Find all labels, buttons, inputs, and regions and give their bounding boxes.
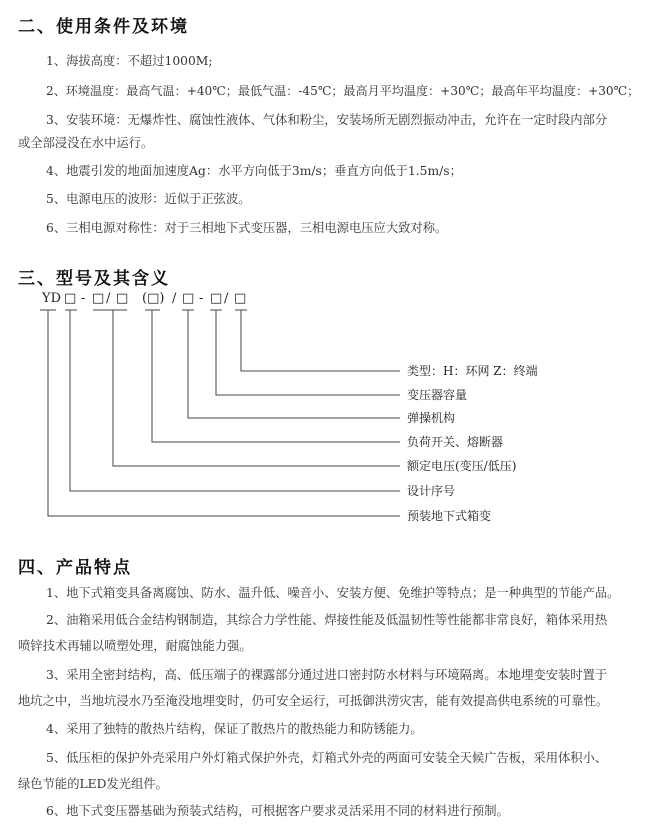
model-label-capacity: 变压器容量 xyxy=(407,388,468,402)
model-label-design-serial: 设计序号 xyxy=(407,484,456,498)
model-label-rated-voltage: 额定电压(变压/低压) xyxy=(407,459,517,473)
feature-item-5-cont: 绿色节能的LED发光组件。 xyxy=(18,777,168,791)
model-label-type: 类型：H：环网 Z：终端 xyxy=(407,364,538,378)
section-title-product-features: 四、产品特点 xyxy=(18,558,132,578)
feature-item-3: 3、采用全密封结构，高、低压端子的裸露部分通过进口密封防水材料与环境隔离。本地埋变安装时置于 xyxy=(46,668,608,682)
model-code-part: □ xyxy=(182,291,195,306)
model-code-part: - xyxy=(81,291,86,306)
model-label-mechanism: 弹操机构 xyxy=(407,411,456,425)
model-code-part: / xyxy=(224,291,229,306)
feature-item-1: 1、地下式箱变具备离腐蚀、防水、温升低、噪音小、安装方便、免维护等特点；是一种典型的节能产品。 xyxy=(46,586,620,600)
usage-item-waveform: 5、电源电压的波形：近似于正弦波。 xyxy=(46,192,251,206)
usage-item-symmetry: 6、三相电源对称性：对于三相地下式变压器，三相电源电压应大致对称。 xyxy=(46,221,448,235)
feature-item-3-cont: 地坑之中，当地坑浸水乃至淹没地埋变时，仍可安全运行，可抵御洪涝灾害，能有效提高供电系统的可靠性。 xyxy=(18,694,609,708)
feature-item-4: 4、采用了独特的散热片结构，保证了散热片的散热能力和防锈能力。 xyxy=(46,722,423,736)
model-label-switch-fuse: 负荷开关、熔断器 xyxy=(407,435,504,449)
model-code-part: □ xyxy=(64,291,77,306)
model-code-part: □ xyxy=(116,291,129,306)
usage-item-altitude: 1、海拔高度：不超过1000M; xyxy=(46,54,213,68)
model-code-part: □ xyxy=(92,291,105,306)
feature-item-5: 5、低压柜的保护外壳采用户外灯箱式保护外壳，灯箱式外壳的两面可安装全天候广告板，采用体积小、 xyxy=(46,751,608,765)
model-code-part: - xyxy=(199,291,204,306)
model-code-part: □ xyxy=(234,291,247,306)
model-label-product-type: 预装地下式箱变 xyxy=(407,509,492,523)
model-code-prefix: YD xyxy=(42,291,62,306)
feature-item-6: 6、地下式变压器基础为预装式结构，可根据客户要求灵活采用不同的材料进行预制。 xyxy=(46,804,509,818)
feature-item-2-cont: 喷锌技术再辅以喷塑处理，耐腐蚀能力强。 xyxy=(18,639,252,653)
model-code-part: □ xyxy=(210,291,223,306)
model-code-part: (□) xyxy=(142,291,165,306)
usage-item-temperature: 2、环境温度：最高气温：+40℃；最低气温：-45℃；最高月平均温度：+30℃；最高年平均温度：+30℃； xyxy=(46,84,640,98)
section-title-usage-conditions: 二、使用条件及环境 xyxy=(18,17,189,37)
section-title-model-meaning: 三、型号及其含义 xyxy=(18,269,170,289)
usage-item-install-env-cont: 或全部浸没在水中运行。 xyxy=(18,136,154,150)
usage-item-install-env: 3、安装环境：无爆炸性、腐蚀性液体、气体和粉尘，安装场所无剧烈振动冲击，允许在一定时段内部分 xyxy=(46,113,608,127)
usage-item-seismic: 4、地震引发的地面加速度Ag：水平方向低于3m/s；垂直方向低于1.5m/s； xyxy=(46,164,462,178)
model-code-part: / xyxy=(106,291,111,306)
feature-item-2: 2、油箱采用低合金结构钢制造，其综合力学性能、焊接性能及低温韧性等性能都非常良好，箱体采用热 xyxy=(46,613,608,627)
model-code-part: / xyxy=(172,291,177,306)
